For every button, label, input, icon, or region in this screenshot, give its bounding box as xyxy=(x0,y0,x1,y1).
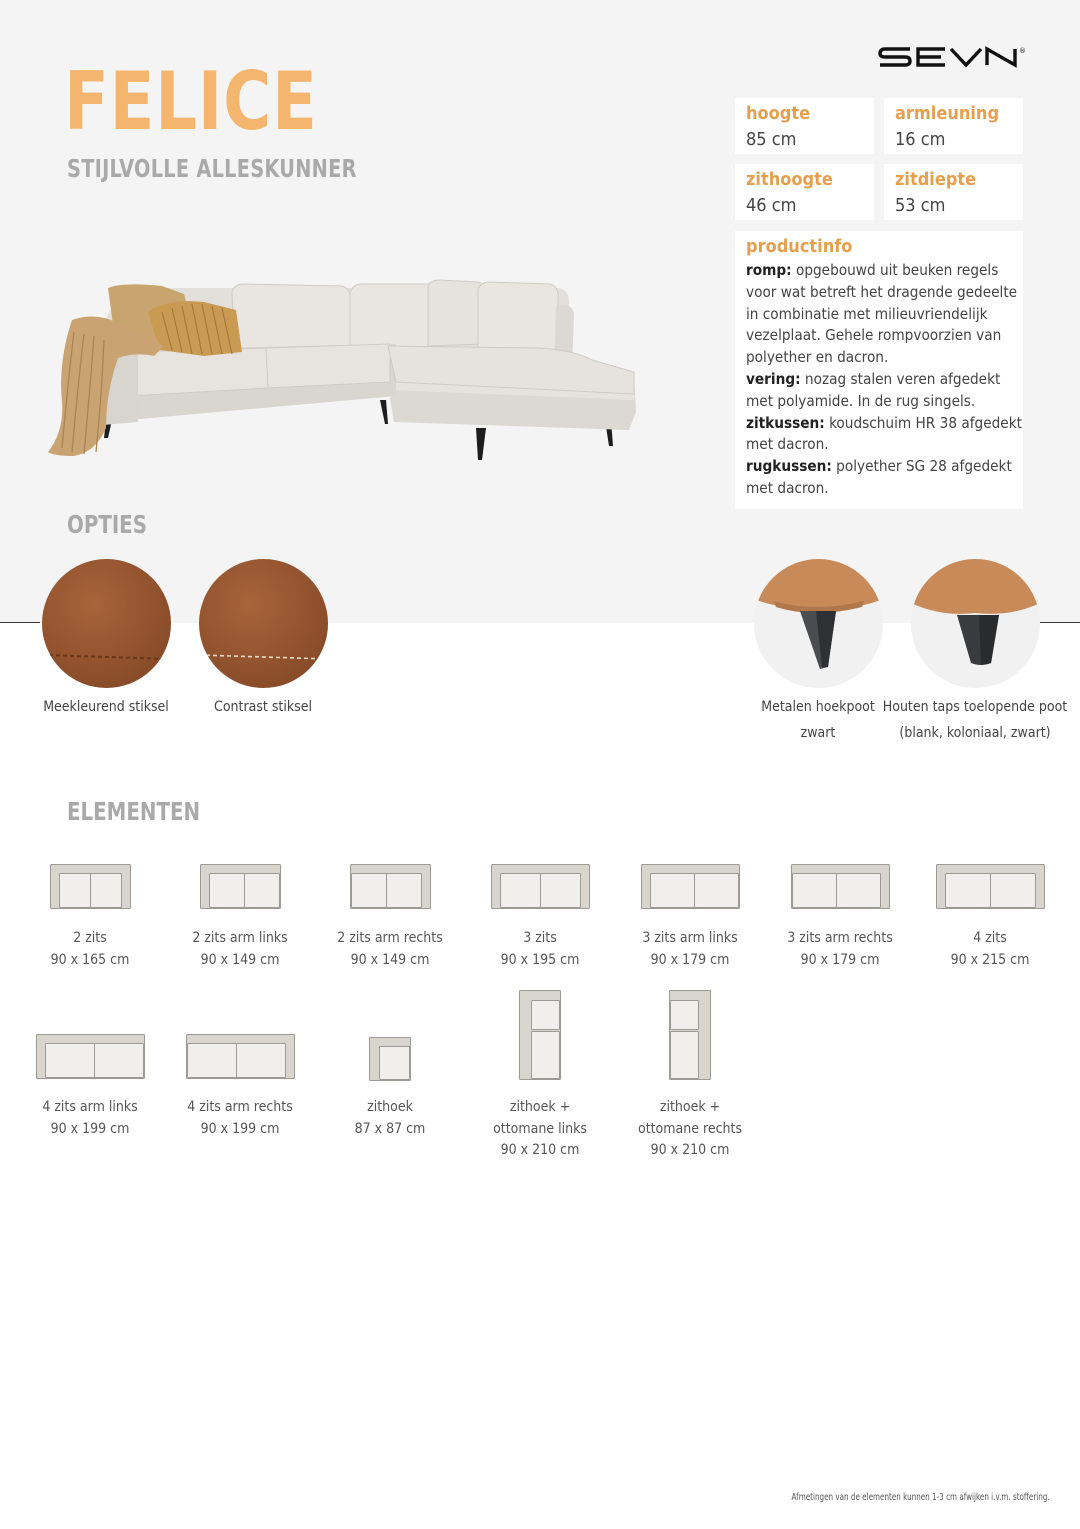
option-label: Metalen hoekpoot zwart xyxy=(761,699,875,741)
element-diagram xyxy=(350,864,431,913)
spec-value: 53 cm xyxy=(895,195,946,216)
element-name: zithoek xyxy=(367,1099,413,1115)
element-diagram xyxy=(186,1034,295,1083)
element-name: 4 zits xyxy=(973,930,1007,946)
element-diagram xyxy=(519,990,563,1084)
productinfo-text xyxy=(746,260,1022,500)
element-name: 3 zits arm links xyxy=(642,930,738,946)
element-name: 2 zits arm links xyxy=(192,930,288,946)
wooden-leg-image xyxy=(911,559,1040,688)
element-name: 3 zits xyxy=(523,930,557,946)
option-label: Contrast stiksel xyxy=(214,699,312,715)
productinfo-value: koudschuim HR 38 afgedekt met dacron. xyxy=(746,413,1022,454)
element-size: 90 x 149 cm xyxy=(350,951,430,968)
element-diagram xyxy=(641,864,740,913)
productinfo-label: productinfo xyxy=(746,236,853,257)
spec-value: 16 cm xyxy=(895,129,946,150)
element-diagram xyxy=(936,864,1045,913)
element-name-extra: ottomane rechts xyxy=(637,1120,743,1137)
element-name: zithoek + xyxy=(509,1099,571,1115)
productinfo-key: rugkussen: xyxy=(746,457,832,476)
element-label xyxy=(310,1097,470,1140)
element-name: 3 zits arm rechts xyxy=(787,930,893,946)
productinfo-key: romp: xyxy=(746,261,792,279)
footnote: Afmetingen van de elementen kunnen 1-3 cm afwijken i.v.m. stoffering. xyxy=(791,1492,1050,1503)
element-size: 90 x 165 cm xyxy=(50,951,130,968)
element-size: 90 x 215 cm xyxy=(950,951,1030,968)
spec-armleuning xyxy=(884,98,1023,154)
element-size: 90 x 199 cm xyxy=(200,1120,280,1137)
productinfo-key: zitkussen: xyxy=(746,413,825,432)
productinfo-key: vering: xyxy=(746,369,801,388)
spec-value: 85 cm xyxy=(746,129,797,150)
element-name: 4 zits arm rechts xyxy=(187,1099,293,1115)
spec-value: 46 cm xyxy=(746,195,797,216)
svg-text:®: ® xyxy=(1019,47,1026,55)
option-label: Houten taps toelopende poot (blank, koloniaal, zwart) xyxy=(882,699,1068,741)
elements-heading: ELEMENTEN xyxy=(67,797,201,826)
spec-label: hoogte xyxy=(746,103,811,124)
element-diagram xyxy=(36,1034,145,1083)
spec-label: armleuning xyxy=(895,103,1000,124)
element-size: 87 x 87 cm xyxy=(354,1120,426,1137)
option-label: Meekleurend stiksel xyxy=(43,699,169,715)
element-name: 2 zits arm rechts xyxy=(337,930,443,946)
product-title: FELICE xyxy=(64,55,318,148)
element-diagram xyxy=(669,990,713,1084)
element-diagram xyxy=(491,864,590,913)
element-label xyxy=(160,1097,320,1140)
element-label xyxy=(10,1097,170,1140)
sofa-image xyxy=(44,272,640,464)
metal-leg-image xyxy=(754,559,883,688)
productinfo-value: nozag stalen veren afgedekt met polyamide. In de rug singels. xyxy=(746,369,1001,410)
element-size: 90 x 149 cm xyxy=(200,951,280,968)
spec-label: zithoogte xyxy=(746,169,833,190)
element-label xyxy=(10,928,170,971)
element-size: 90 x 210 cm xyxy=(650,1142,730,1159)
element-size: 90 x 195 cm xyxy=(500,951,580,968)
element-diagram xyxy=(791,864,890,913)
spec-label: zitdiepte xyxy=(895,169,977,190)
element-label xyxy=(910,928,1070,971)
product-subtitle: STIJLVOLLE ALLESKUNNER xyxy=(67,154,357,183)
divider-line xyxy=(1040,622,1080,623)
element-diagram xyxy=(50,864,131,913)
element-size: 90 x 210 cm xyxy=(500,1142,580,1159)
divider-line xyxy=(0,622,40,623)
element-diagram xyxy=(200,864,281,913)
element-label xyxy=(610,1097,770,1162)
element-label xyxy=(160,928,320,971)
spec-zithoogte xyxy=(735,164,874,220)
element-label xyxy=(460,1097,620,1162)
productinfo-box xyxy=(735,231,1023,509)
stitch-line xyxy=(42,559,171,688)
element-name: 4 zits arm links xyxy=(42,1099,138,1115)
element-name-extra: ottomane links xyxy=(493,1120,587,1137)
element-size: 90 x 199 cm xyxy=(50,1120,130,1137)
sevn-logo xyxy=(878,44,1026,70)
element-diagram xyxy=(369,1037,411,1085)
element-name: 2 zits xyxy=(73,930,107,946)
element-label xyxy=(610,928,770,971)
spec-hoogte xyxy=(735,98,874,154)
element-label xyxy=(310,928,470,971)
element-size: 90 x 179 cm xyxy=(800,951,880,968)
options-heading: OPTIES xyxy=(67,510,147,539)
element-label xyxy=(460,928,620,971)
leather-swatch-contrast xyxy=(199,559,328,688)
stitch-line xyxy=(199,559,328,688)
element-size: 90 x 179 cm xyxy=(650,951,730,968)
element-label xyxy=(760,928,920,971)
productinfo-value: polyether SG 28 afgedekt met dacron. xyxy=(746,457,1012,497)
element-name: zithoek + xyxy=(659,1099,721,1115)
leather-swatch-tonal xyxy=(42,559,171,688)
spec-zitdiepte xyxy=(884,164,1023,220)
productinfo-value: opgebouwd uit beuken regels voor wat betreft het dragende gedeelte in combinatie met milieuvriendelijk vezelplaat. Gehele rompvoorzien van polyether en dacron. xyxy=(746,261,1018,367)
